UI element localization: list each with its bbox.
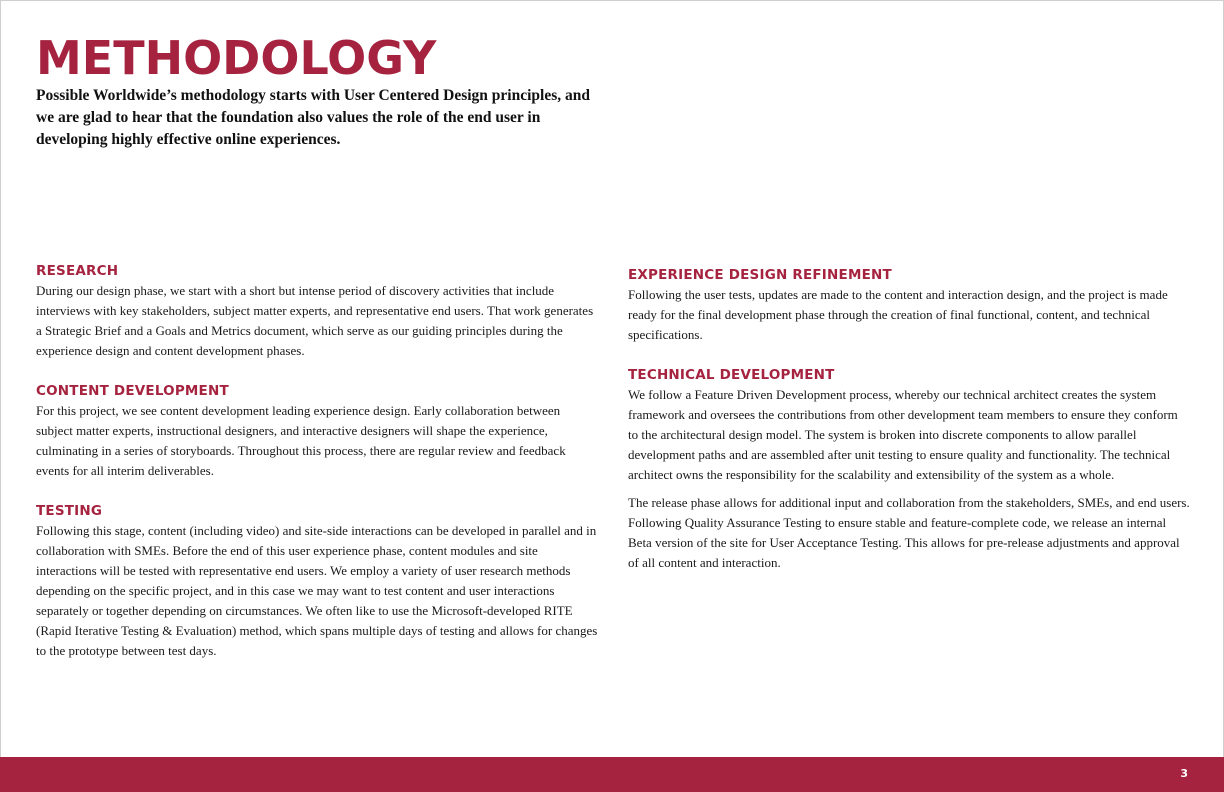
section-heading-technical-development: TECHNICAL DEVELOPMENT [628,367,835,383]
intro-paragraph: Possible Worldwide’s methodology starts with User Centered Design principles, and we are glad to hear that the foundation also values the role of the end user in developing highly effective online experiences. [36,87,590,148]
section-testing [36,503,601,661]
section-heading-content-development: CONTENT DEVELOPMENT [36,383,229,399]
section-heading-research: RESEARCH [36,263,119,279]
section-content-development [36,383,596,481]
section-experience-design-refinement [628,267,1188,345]
section-body-release-phase: The release phase allows for additional input and collaboration from the stakeholders, SMEs, and end users. Following Quality Assurance Testing to ensure stable and feature-complete code, we release an internal Beta version of the site for User Acceptance Testing. This allows for pre-release adjustments and approval of all content and interaction. [628,495,1190,570]
section-heading-testing: TESTING [36,503,103,519]
footer-bar [0,757,1224,792]
page-number: 3 [1180,767,1188,780]
section-body-technical-development: We follow a Feature Driven Development process, whereby our technical architect creates the system framework and oversees the contributions from other development team members to ensure they conform to the architectural design model. The system is broken into discrete components to allow parallel development paths and are assembled after unit testing to ensure quality and functionality. The technical architect owns the responsibility for the scalability and extensibility of the system as a whole. [628,387,1178,482]
section-technical-development [628,367,1190,573]
section-body-research: During our design phase, we start with a short but intense period of discovery activities that include interviews with key stakeholders, subject matter experts, and representative end users. That work generates a Strategic Brief and a Goals and Metrics document, which serve as our guiding principles during the experience design and content development phases. [36,283,594,358]
section-body-experience-design-refinement: Following the user tests, updates are made to the content and interaction design, and the project is made ready for the final development phase through the creation of final functional, content, and technical specifications. [628,287,1168,342]
section-research [36,263,596,361]
section-body-content-development: For this project, we see content development leading experience design. Early collaboration between subject matter experts, instructional designers, and interactive designers will shape the experience, culminating in a series of storyboards. Throughout this process, there are regular review and feedback events for all interim deliverables. [36,403,566,478]
page-title: METHODOLOGY [36,31,437,85]
section-heading-experience-design-refinement: EXPERIENCE DESIGN REFINEMENT [628,267,892,283]
section-body-testing: Following this stage, content (including video) and site-side interactions can be developed in parallel and in collaboration with SMEs. Before the end of this user experience phase, content modules and site interactions will be tested with representative end users. We employ a variety of user research methods depending on the specific project, and in this case we may want to test content and user interactions separately or together depending on circumstances. We often like to use the Microsoft-developed RITE (Rapid Iterative Testing & Evaluation) method, which spans multiple days of testing and allows for changes to the prototype between test days. [36,523,598,658]
